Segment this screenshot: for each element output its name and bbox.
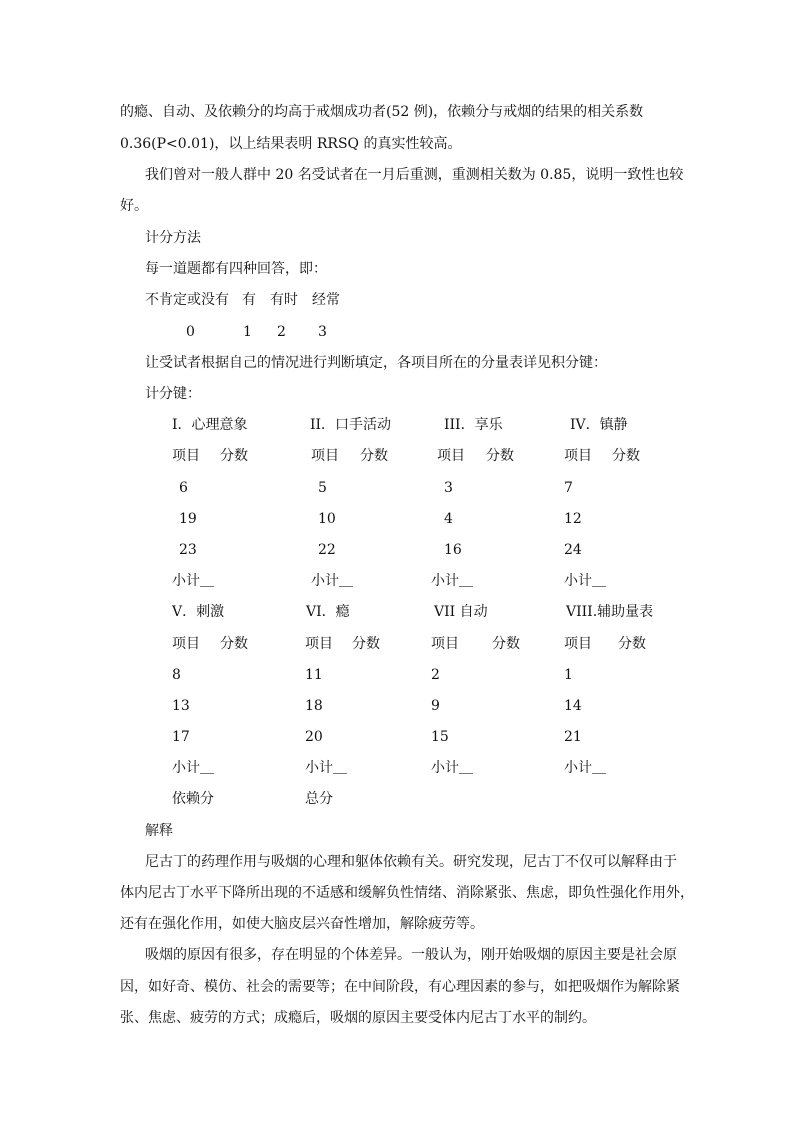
subtotal-label: 小计＿ — [431, 760, 473, 776]
item-number: 1 — [564, 667, 573, 683]
item-number: 16 — [444, 542, 462, 558]
subtotal-label: 小计＿ — [431, 573, 473, 589]
answer-score: 1 — [243, 324, 252, 340]
item-number: 11 — [305, 667, 323, 683]
answer-option: 不肯定或没有 — [145, 292, 229, 308]
subtotal-label: 小计＿ — [172, 760, 214, 776]
answer-option: 有时 — [270, 292, 298, 308]
explain-line: 体内尼古丁水平下降所出现的不适感和缓解负性情绪、消除紧张、焦虑，即负性强化作用外， — [120, 885, 694, 901]
intro-line: 我们曾对一般人群中 20 名受试者在一月后重测，重测相关数为 0.85，说明一致性也较 — [145, 167, 684, 183]
answer-score: 3 — [318, 324, 327, 340]
column-header-score: 分数 — [220, 448, 248, 464]
scoring-instruction: 让受试者根据自己的情况进行判断填定，各项目所在的分量表详见积分键： — [145, 355, 607, 371]
scoring-key-label: 计分键： — [145, 386, 201, 402]
column-header-score: 分数 — [360, 448, 388, 464]
item-number: 13 — [172, 698, 190, 714]
item-number: 6 — [179, 480, 188, 496]
item-number: 7 — [564, 480, 573, 496]
column-header-score: 分数 — [352, 636, 380, 652]
total-score-label: 总分 — [305, 791, 333, 807]
explain-line: 吸烟的原因有很多，存在明显的个体差异。一般认为，刚开始吸烟的原因主要是社会原 — [145, 947, 677, 963]
column-header-score: 分数 — [618, 636, 646, 652]
explain-line: 尼古丁的药理作用与吸烟的心理和躯体依赖有关。研究发现，尼古丁不仅可以解释由于 — [145, 854, 677, 870]
column-header-item: 项目 — [311, 448, 339, 464]
explain-line: 张、焦虑、疲劳的方式；成瘾后，吸烟的原因主要受体内尼古丁水平的制约。 — [120, 1010, 596, 1026]
item-number: 22 — [318, 542, 336, 558]
subtotal-label: 小计＿ — [564, 760, 606, 776]
subscale-title: VII 自动 — [434, 604, 488, 620]
subtotal-label: 小计＿ — [564, 573, 606, 589]
item-number: 9 — [431, 698, 440, 714]
column-header-score: 分数 — [612, 448, 640, 464]
item-number: 10 — [318, 511, 336, 527]
subtotal-label: 小计＿ — [311, 573, 353, 589]
scoring-heading: 计分方法 — [145, 230, 201, 246]
item-number: 21 — [564, 729, 582, 745]
scoring-description: 每一道题都有四种回答，即： — [145, 261, 327, 277]
subscale-title: III．享乐 — [444, 417, 503, 433]
subtotal-label: 小计＿ — [172, 573, 214, 589]
intro-line: 0.36(P<0.01)，以上结果表明 RRSQ 的真实性较高。 — [120, 136, 462, 152]
item-number: 3 — [444, 480, 453, 496]
intro-line: 好。 — [120, 198, 148, 214]
item-number: 23 — [179, 542, 197, 558]
item-number: 24 — [564, 542, 582, 558]
explain-line: 还有在强化作用，如使大脑皮层兴奋性增加，解除疲劳等。 — [120, 916, 484, 932]
subscale-title: I．心理意象 — [172, 417, 248, 433]
column-header-item: 项目 — [564, 636, 592, 652]
subscale-title: V．刺激 — [172, 604, 225, 620]
item-number: 15 — [431, 729, 449, 745]
subscale-title: II．口手活动 — [310, 417, 392, 433]
answer-option: 经常 — [312, 292, 340, 308]
answer-option: 有 — [242, 292, 256, 308]
explain-heading: 解释 — [145, 823, 173, 839]
explain-line: 因，如好奇、模仿、社会的需要等；在中间阶段，有心理因素的参与，如把吸烟作为解除紧 — [120, 979, 680, 995]
intro-line: 的瘾、自动、及依赖分的均高于戒烟成功者(52 例)，依赖分与戒烟的结果的相关系数 — [120, 104, 644, 120]
answer-score: 0 — [186, 324, 195, 340]
column-header-score: 分数 — [492, 636, 520, 652]
item-number: 4 — [444, 511, 453, 527]
item-number: 17 — [172, 729, 190, 745]
answer-score: 2 — [277, 324, 286, 340]
column-header-item: 项目 — [431, 636, 459, 652]
item-number: 18 — [305, 698, 323, 714]
item-number: 19 — [179, 511, 197, 527]
item-number: 2 — [431, 667, 440, 683]
column-header-score: 分数 — [220, 636, 248, 652]
dependency-score-label: 依赖分 — [172, 791, 214, 807]
item-number: 20 — [305, 729, 323, 745]
column-header-item: 项目 — [305, 636, 333, 652]
column-header-score: 分数 — [486, 448, 514, 464]
item-number: 14 — [564, 698, 582, 714]
column-header-item: 项目 — [172, 636, 200, 652]
subscale-title: IV．镇静 — [570, 417, 628, 433]
subscale-title: VI．瘾 — [306, 604, 350, 620]
column-header-item: 项目 — [172, 448, 200, 464]
item-number: 5 — [318, 480, 327, 496]
column-header-item: 项目 — [437, 448, 465, 464]
item-number: 8 — [172, 667, 181, 683]
subtotal-label: 小计＿ — [305, 760, 347, 776]
subscale-title: VIII.辅助量表 — [566, 604, 654, 620]
column-header-item: 项目 — [564, 448, 592, 464]
item-number: 12 — [564, 511, 582, 527]
